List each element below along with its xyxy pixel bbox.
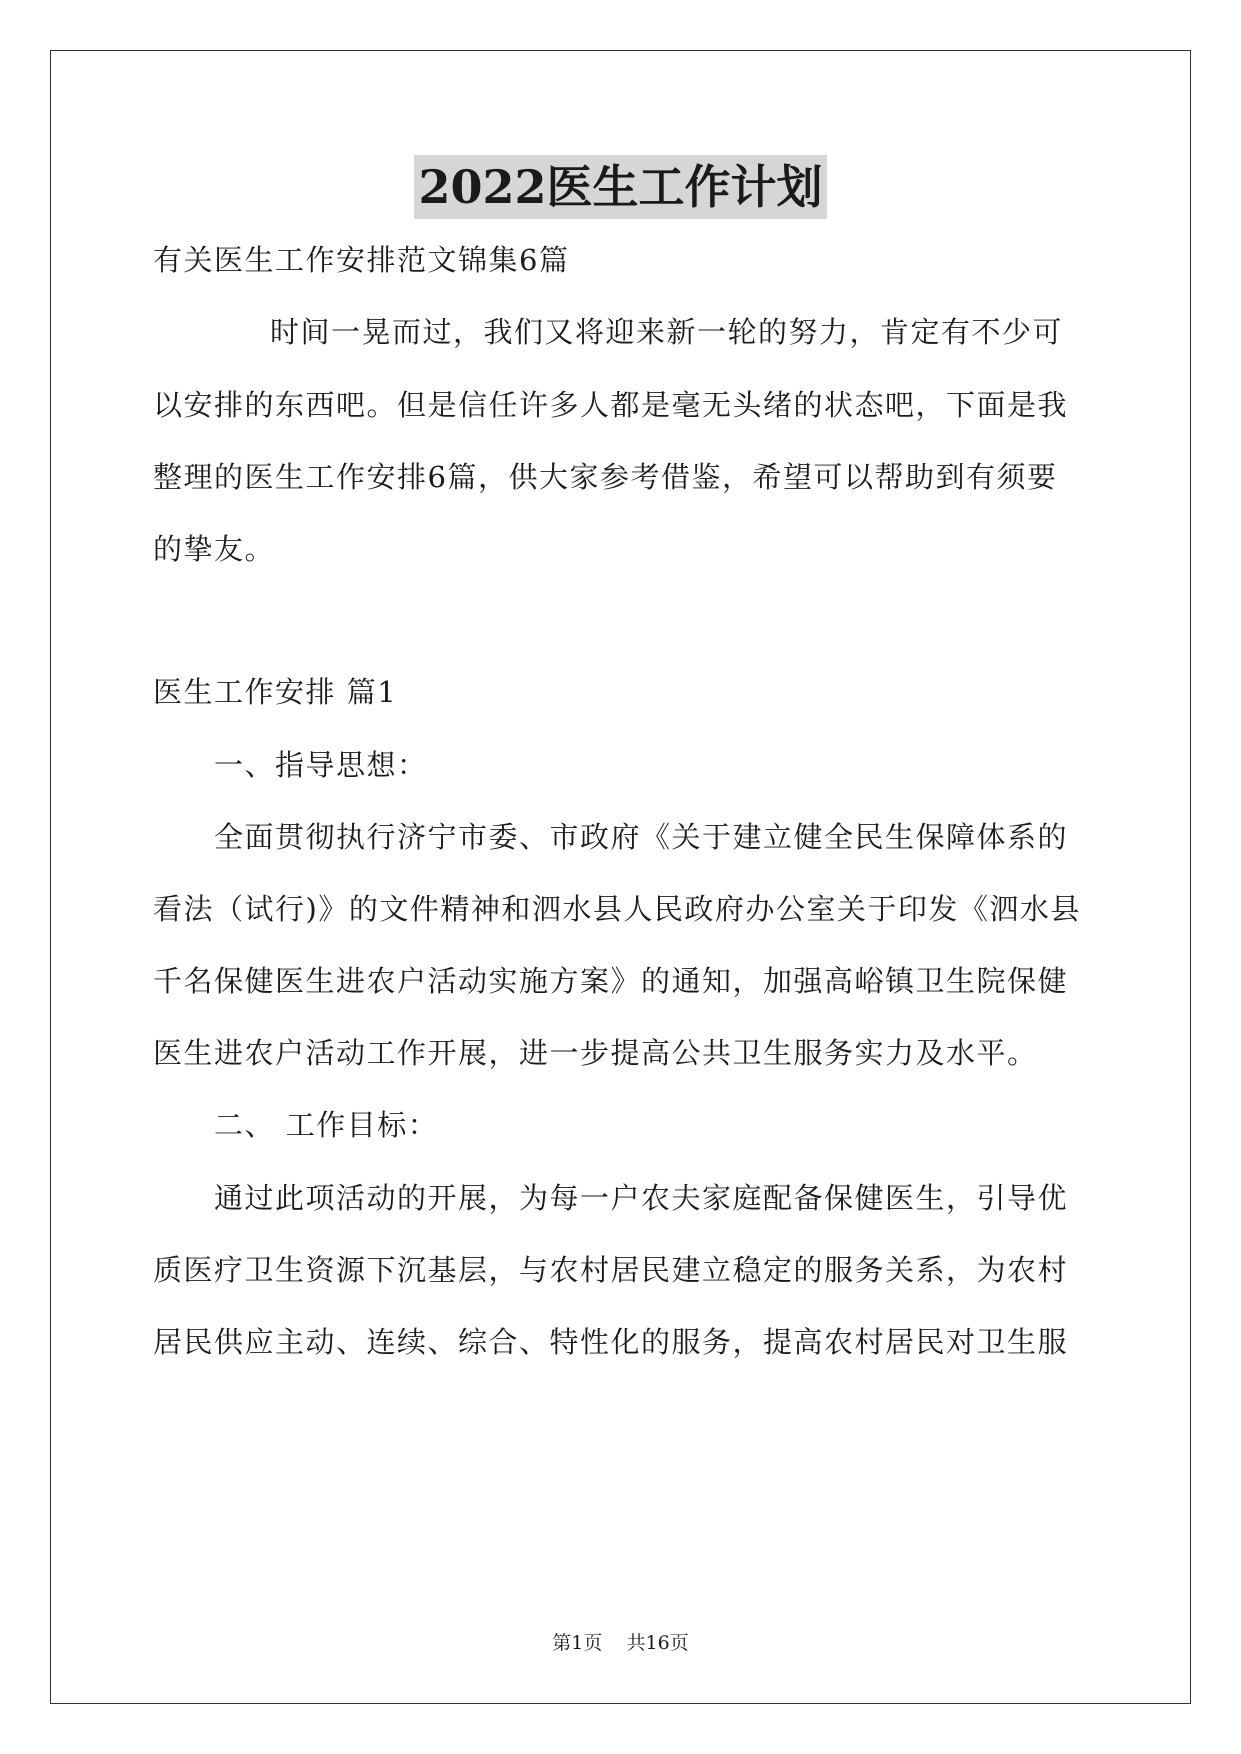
para-2-line-3: 居民供应主动、连续、综合、特性化的服务，提高农村居民对卫生服 bbox=[153, 1325, 1069, 1359]
heading-work-goals: 二、 工作目标： bbox=[214, 1108, 439, 1142]
intro-line-1: 时间一晃而过，我们又将迎来新一轮的努力，肯定有不少可 bbox=[270, 315, 1064, 349]
intro-line-4: 的挚友。 bbox=[153, 532, 276, 566]
para-2-line-1: 通过此项活动的开展，为每一户农夫家庭配备保健医生，引导优 bbox=[214, 1181, 1069, 1215]
para-1-line-2: 看法（试行)》的文件精神和泗水县人民政府办公室关于印发《泗水县 bbox=[153, 892, 1081, 926]
intro-line-2: 以安排的东西吧。但是信任许多人都是毫无头绪的状态吧，下面是我 bbox=[153, 388, 1069, 422]
para-2-line-2: 质医疗卫生资源下沉基层，与农村居民建立稳定的服务关系，为农村 bbox=[153, 1253, 1069, 1287]
title-container bbox=[0, 155, 1241, 219]
page-border bbox=[50, 50, 1191, 1704]
para-1-line-1: 全面贯彻执行济宁市委、市政府《关于建立健全民生保障体系的 bbox=[214, 820, 1069, 854]
intro-line-3: 整理的医生工作安排6篇，供大家参考借鉴，希望可以帮助到有须要 bbox=[153, 460, 1058, 494]
document-subtitle: 有关医生工作安排范文锦集6篇 bbox=[153, 243, 570, 277]
heading-guiding-thought: 一、指导思想： bbox=[214, 748, 428, 782]
document-title: 2022医生工作计划 bbox=[414, 155, 826, 219]
page-indicator: 第1页 共16页 bbox=[552, 1632, 689, 1654]
section-heading: 医生工作安排 篇1 bbox=[153, 675, 398, 709]
para-1-line-3: 千名保健医生进农户活动实施方案》的通知，加强高峪镇卫生院保健 bbox=[153, 964, 1069, 998]
para-1-line-4: 医生进农户活动工作开展，进一步提高公共卫生服务实力及水平。 bbox=[153, 1036, 1038, 1070]
